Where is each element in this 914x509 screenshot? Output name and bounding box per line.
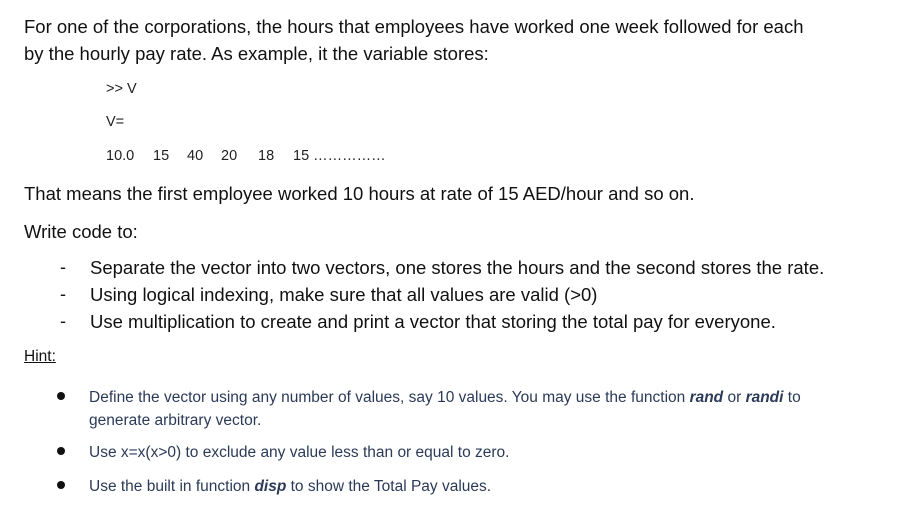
task-item-logical-indexing: Using logical indexing, make sure that all values are valid (>0): [90, 284, 598, 305]
code-value: 18: [258, 148, 275, 164]
keyword-disp: disp: [254, 478, 287, 495]
hint-item-disp: [89, 476, 491, 498]
keyword-rand: rand: [689, 389, 724, 406]
task-dash: -: [60, 311, 66, 331]
code-value: 10.0: [106, 148, 135, 164]
code-value: 15 ……………: [293, 148, 386, 164]
bullet-icon: [57, 481, 65, 489]
code-output-label: V=: [106, 114, 125, 130]
explanation-text: That means the first employee worked 10 hours at rate of 15 AED/hour and so on.: [24, 183, 695, 204]
task-item-separate: Separate the vector into two vectors, one stores the hours and the second stores the rate.: [90, 257, 825, 278]
hint-item-define-vector: [89, 387, 801, 409]
hint-text: to show the Total Pay values.: [286, 478, 492, 495]
bullet-icon: [57, 447, 65, 455]
intro-line-2: by the hourly pay rate. As example, it the variable stores:: [24, 43, 489, 64]
task-dash: -: [60, 257, 66, 277]
code-value: 40: [187, 148, 204, 164]
code-values: [106, 148, 386, 164]
hint-item-define-vector-cont: generate arbitrary vector.: [89, 412, 262, 429]
intro-line-1: For one of the corporations, the hours that employees have worked one week followed for each: [24, 16, 804, 37]
hint-text: Use the built in function: [89, 478, 255, 495]
hint-text: Define the vector using any number of values, say 10 values. You may use the function: [89, 389, 690, 406]
hint-text: to: [783, 389, 801, 406]
code-value: 15: [153, 148, 170, 164]
code-command: >> V: [106, 81, 137, 97]
hint-text: or: [723, 389, 746, 406]
bullet-icon: [57, 392, 65, 400]
task-dash: -: [60, 284, 66, 304]
prompt-text: Write code to:: [24, 221, 138, 242]
code-value: 20: [221, 148, 238, 164]
keyword-randi: randi: [745, 389, 784, 406]
task-item-multiplication: Use multiplication to create and print a vector that storing the total pay for everyone.: [90, 311, 776, 332]
hint-item-exclude: Use x=x(x>0) to exclude any value less than or equal to zero.: [89, 444, 510, 461]
hint-heading: Hint:: [24, 348, 56, 365]
